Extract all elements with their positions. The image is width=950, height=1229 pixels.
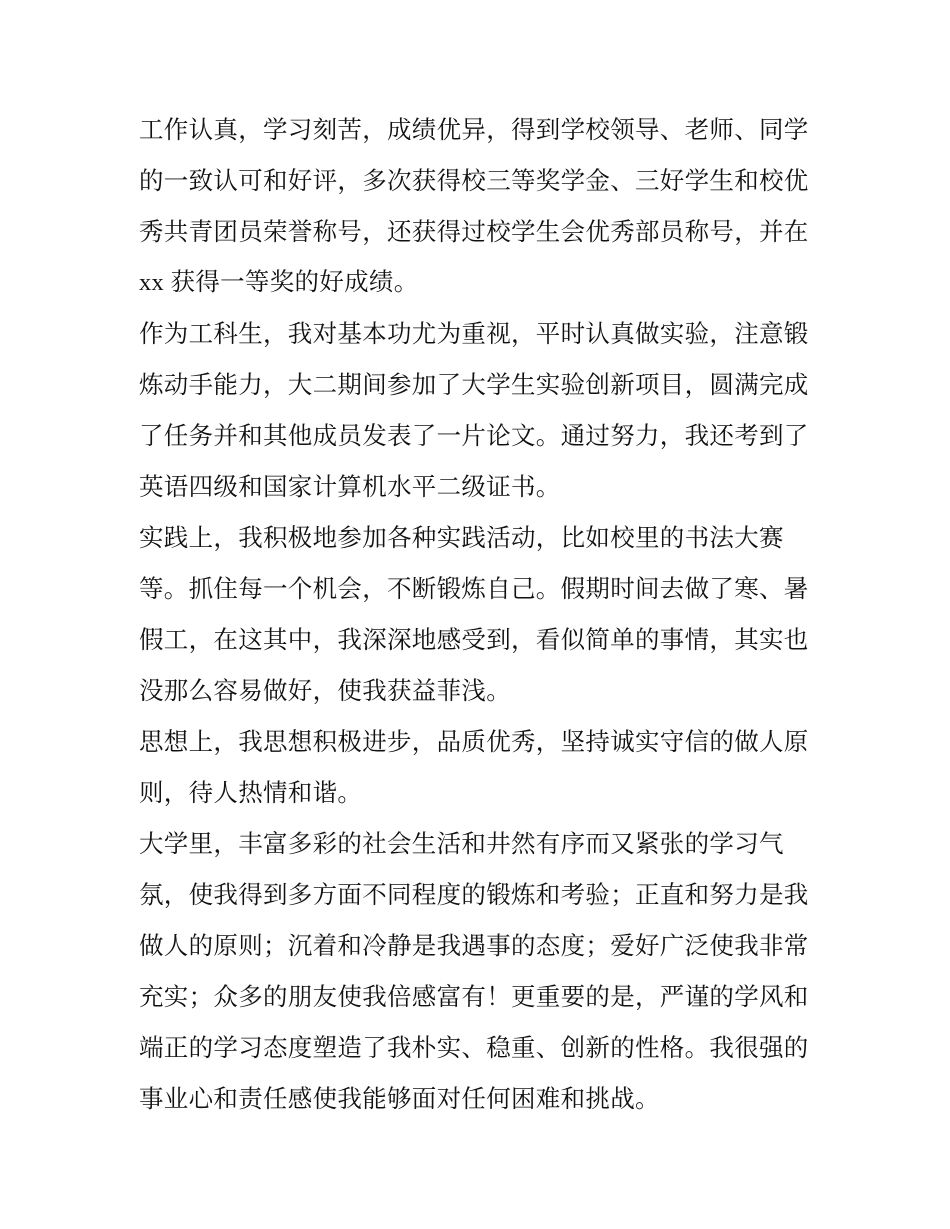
text-line: 炼动手能力，大二期间参加了大学生实验创新项目，圆满完成 <box>139 370 809 399</box>
paragraph-practice <box>139 512 819 716</box>
text-line: 英语四级和国家计算机水平二级证书。 <box>139 472 561 501</box>
text-line: 的一致认可和好评，多次获得校三等奖学金、三好学生和校优 <box>139 166 809 195</box>
text-line: 秀共青团员荣誉称号，还获得过校学生会优秀部员称号，并在 <box>139 217 809 246</box>
text-line: 端正的学习态度塑造了我朴实、稳重、创新的性格。我很强的 <box>139 1033 809 1062</box>
text-line: 充实；众多的朋友使我倍感富有！更重要的是，严谨的学风和 <box>139 982 809 1011</box>
text-line: 了任务并和其他成员发表了一片论文。通过努力，我还考到了 <box>139 421 809 450</box>
text-line: xx 获得一等奖的好成绩。 <box>139 269 419 296</box>
text-line: 事业心和责任感使我能够面对任何困难和挑战。 <box>139 1084 660 1113</box>
text-line: 思想上，我思想积极进步，品质优秀，坚持诚实守信的做人原 <box>139 727 809 756</box>
text-line: 假工，在这其中，我深深地感受到，看似简单的事情，其实也 <box>139 625 809 654</box>
text-line: 实践上，我积极地参加各种实践活动，比如校里的书法大赛 <box>139 523 784 552</box>
text-line: 氛，使我得到多方面不同程度的锻炼和考验；正直和努力是我 <box>139 880 809 909</box>
text-line: 大学里，丰富多彩的社会生活和井然有序而又紧张的学习气 <box>139 829 784 858</box>
text-line: 没那么容易做好，使我获益菲浅。 <box>139 676 511 705</box>
paragraph-ideology <box>139 716 819 818</box>
text-line: 工作认真，学习刻苦，成绩优异，得到学校领导、老师、同学 <box>139 115 809 144</box>
document-body <box>139 104 819 1124</box>
text-line: 等。抓住每一个机会，不断锻炼自己。假期时间去做了寒、暑 <box>139 574 809 603</box>
paragraph-achievements <box>139 104 819 308</box>
text-line: 做人的原则；沉着和冷静是我遇事的态度；爱好广泛使我非常 <box>139 931 809 960</box>
text-line: 则，待人热情和谐。 <box>139 778 363 807</box>
paragraph-engineering <box>139 308 819 512</box>
paragraph-university-life <box>139 818 819 1124</box>
text-line: 作为工科生，我对基本功尤为重视，平时认真做实验，注意锻 <box>139 319 809 348</box>
